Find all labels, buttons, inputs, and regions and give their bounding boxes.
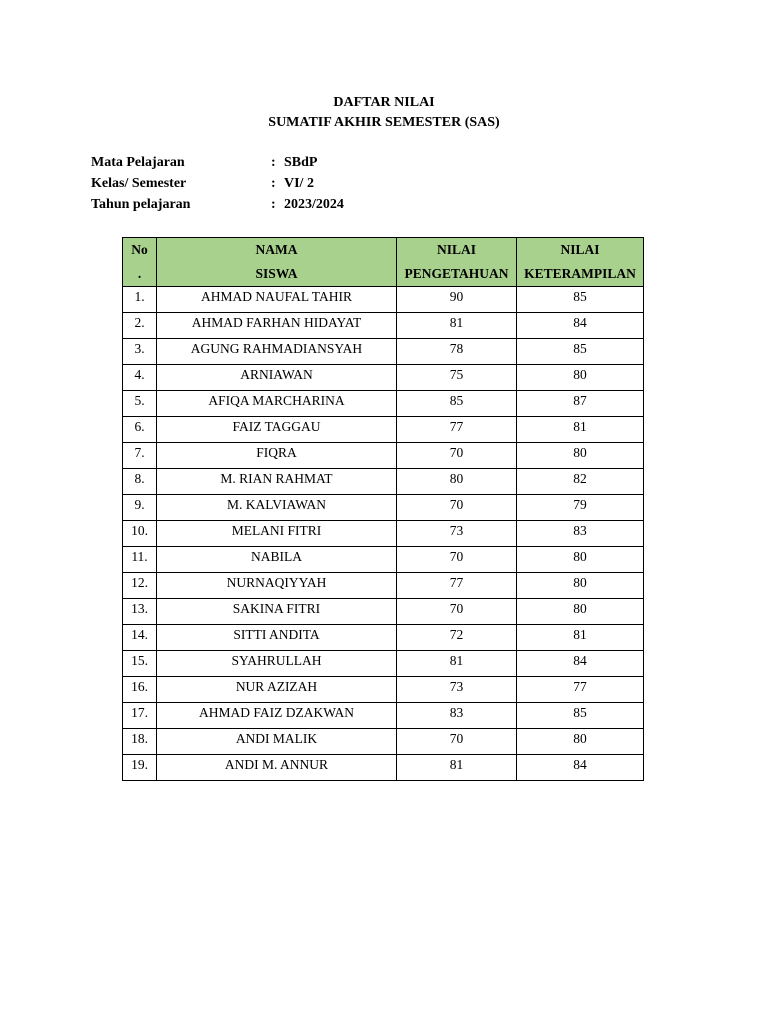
info-colon: : [271,197,276,212]
table-row [123,521,644,547]
info-label: Mata Pelajaran [91,155,185,170]
header-pengetahuan [397,238,517,287]
cell-pengetahuan: 73 [397,677,517,703]
cell-no: 8. [123,469,157,495]
cell-no: 6. [123,417,157,443]
cell-nama: AHMAD FAIZ DZAKWAN [157,703,397,729]
header-nama-line1: NAMA [255,242,298,257]
info-value: 2023/2024 [284,197,344,212]
cell-no: 5. [123,391,157,417]
cell-pengetahuan: 70 [397,443,517,469]
cell-nama: M. KALVIAWAN [157,495,397,521]
cell-no: 18. [123,729,157,755]
cell-no: 12. [123,573,157,599]
cell-no: 3. [123,339,157,365]
cell-nama: AGUNG RAHMADIANSYAH [157,339,397,365]
cell-no: 2. [123,313,157,339]
header-no-line2: . [137,266,142,281]
cell-pengetahuan: 70 [397,495,517,521]
table-row [123,677,644,703]
cell-no: 1. [123,287,157,313]
cell-keterampilan: 80 [517,365,644,391]
cell-keterampilan: 87 [517,391,644,417]
cell-pengetahuan: 78 [397,339,517,365]
info-row-subject [91,153,317,173]
cell-no: 14. [123,625,157,651]
cell-keterampilan: 82 [517,469,644,495]
cell-keterampilan: 80 [517,573,644,599]
cell-keterampilan: 84 [517,651,644,677]
table-row [123,625,644,651]
cell-no: 15. [123,651,157,677]
cell-keterampilan: 84 [517,755,644,781]
cell-keterampilan: 80 [517,547,644,573]
table-row [123,755,644,781]
cell-keterampilan: 83 [517,521,644,547]
cell-keterampilan: 77 [517,677,644,703]
cell-nama: FIQRA [157,443,397,469]
cell-keterampilan: 81 [517,625,644,651]
table-body [123,287,644,781]
table-row [123,339,644,365]
table-row [123,417,644,443]
cell-keterampilan: 80 [517,599,644,625]
info-colon: : [271,155,276,170]
cell-no: 13. [123,599,157,625]
cell-keterampilan: 85 [517,339,644,365]
cell-nama: ARNIAWAN [157,365,397,391]
cell-pengetahuan: 70 [397,729,517,755]
cell-nama: NABILA [157,547,397,573]
header-ket-line2: KETERAMPILAN [524,266,636,281]
cell-pengetahuan: 75 [397,365,517,391]
header-nama [157,238,397,287]
cell-pengetahuan: 81 [397,651,517,677]
table-row [123,729,644,755]
cell-no: 19. [123,755,157,781]
grades-table [122,237,644,781]
table-row [123,573,644,599]
cell-pengetahuan: 73 [397,521,517,547]
cell-no: 16. [123,677,157,703]
table-header-row [123,238,644,287]
info-row-class [91,174,314,194]
cell-nama: SYAHRULLAH [157,651,397,677]
table-row [123,599,644,625]
document-title: DAFTAR NILAI [333,95,435,110]
cell-nama: SITTI ANDITA [157,625,397,651]
cell-nama: NUR AZIZAH [157,677,397,703]
cell-no: 11. [123,547,157,573]
table-row [123,391,644,417]
cell-keterampilan: 85 [517,287,644,313]
cell-pengetahuan: 81 [397,755,517,781]
info-label: Tahun pelajaran [91,197,191,212]
cell-pengetahuan: 77 [397,417,517,443]
cell-nama: M. RIAN RAHMAT [157,469,397,495]
cell-no: 9. [123,495,157,521]
table-row [123,703,644,729]
table-row [123,365,644,391]
table-row [123,443,644,469]
cell-pengetahuan: 83 [397,703,517,729]
header-ket-line1: NILAI [560,242,600,257]
cell-no: 4. [123,365,157,391]
cell-no: 7. [123,443,157,469]
table-row [123,469,644,495]
header-peng-line2: PENGETAHUAN [404,266,509,281]
cell-pengetahuan: 70 [397,599,517,625]
cell-keterampilan: 84 [517,313,644,339]
info-value: SBdP [284,155,318,170]
cell-keterampilan: 79 [517,495,644,521]
table-row [123,313,644,339]
cell-nama: SAKINA FITRI [157,599,397,625]
cell-keterampilan: 85 [517,703,644,729]
cell-nama: MELANI FITRI [157,521,397,547]
cell-pengetahuan: 77 [397,573,517,599]
header-no-line1: No [131,242,148,257]
cell-nama: NURNAQIYYAH [157,573,397,599]
cell-keterampilan: 80 [517,443,644,469]
cell-pengetahuan: 72 [397,625,517,651]
cell-nama: AHMAD FARHAN HIDAYAT [157,313,397,339]
table-row [123,495,644,521]
cell-nama: FAIZ TAGGAU [157,417,397,443]
cell-no: 10. [123,521,157,547]
cell-no: 17. [123,703,157,729]
info-value: VI/ 2 [284,176,314,191]
table-row [123,651,644,677]
cell-pengetahuan: 70 [397,547,517,573]
header-no [123,238,157,287]
table-row [123,287,644,313]
cell-nama: ANDI M. ANNUR [157,755,397,781]
cell-pengetahuan: 80 [397,469,517,495]
info-label: Kelas/ Semester [91,176,187,191]
cell-keterampilan: 81 [517,417,644,443]
cell-nama: AHMAD NAUFAL TAHIR [157,287,397,313]
document-subtitle: SUMATIF AKHIR SEMESTER (SAS) [268,115,500,130]
table-row [123,547,644,573]
cell-nama: AFIQA MARCHARINA [157,391,397,417]
cell-pengetahuan: 81 [397,313,517,339]
cell-keterampilan: 80 [517,729,644,755]
cell-nama: ANDI MALIK [157,729,397,755]
header-peng-line1: NILAI [436,242,476,257]
header-nama-line2: SISWA [255,266,298,281]
header-keterampilan [517,238,644,287]
cell-pengetahuan: 85 [397,391,517,417]
info-row-year [91,195,344,215]
cell-pengetahuan: 90 [397,287,517,313]
info-colon: : [271,176,276,191]
